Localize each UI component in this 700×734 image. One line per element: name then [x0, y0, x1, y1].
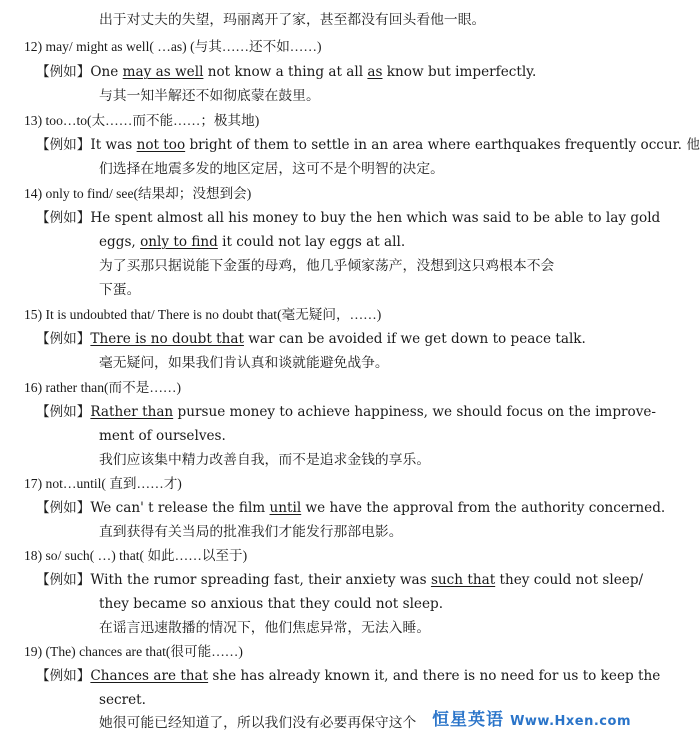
example-line: 【例如】Rather than pursue money to achieve happiness, we should focus on the improve- — [36, 404, 657, 420]
item-heading-19: 19) (The) chances are that(很可能……) — [24, 644, 243, 659]
example-line: 【例如】Chances are that she has already known it, and there is no need for us to keep the — [36, 668, 661, 684]
underlined-phrase: such that — [430, 572, 496, 588]
underlined-phrase: There is no doubt that — [90, 331, 244, 347]
example-line: 【例如】One may as well not know a thing at all as know but imperfectly. — [36, 64, 537, 80]
translation-line: 毫无疑问，如果我们肯认真和谈就能避免战争。 — [99, 355, 389, 371]
example-tag: 【例如】 — [36, 668, 91, 684]
example-tag: 【例如】 — [36, 137, 91, 153]
underlined-phrase: only to find — [140, 234, 218, 250]
translation-line: 直到获得有关当局的批准我们才能发行那部电影。 — [99, 524, 403, 540]
example-line-cont: they became so anxious that they could not sleep. — [99, 596, 444, 612]
underlined-phrase: Rather than — [90, 404, 174, 420]
example-line: 【例如】It was not too bright of them to settle in an area where earthquakes frequently occur. 他 — [36, 137, 700, 153]
watermark-brand: 恒星英语 — [432, 710, 505, 730]
item-heading-17: 17) not…until( 直到……才) — [24, 476, 182, 491]
example-line: 【例如】He spent almost all his money to buy the hen which was said to be able to lay gold — [36, 210, 661, 226]
underlined-phrase: Chances are that — [90, 668, 209, 684]
example-line-cont: secret. — [99, 692, 146, 708]
translation-line: 们选择在地震多发的地区定居，这可不是个明智的决定。 — [99, 161, 444, 177]
item-heading-18: 18) so/ such( …) that( 如此……以至于) — [24, 548, 248, 563]
item-heading-14: 14) only to find/ see(结果却；没想到会) — [24, 186, 252, 201]
translation-line: 在谣言迅速散播的情况下，他们焦虑异常，无法入睡。 — [99, 620, 431, 636]
translation-line: 与其一知半解还不如彻底蒙在鼓里。 — [99, 88, 320, 104]
example-line: 【例如】We can' t release the film until we have the approval from the authority concerned. — [36, 500, 666, 516]
watermark-url: Www.Hxen.com — [510, 714, 631, 729]
text-line: 出于对丈夫的失望，玛丽离开了家，甚至都没有回头看他一眼。 — [99, 12, 486, 28]
underlined-phrase: as — [367, 64, 383, 80]
example-line-cont: ment of ourselves. — [99, 428, 226, 444]
example-line-cont: eggs, only to find it could not lay eggs at all. — [99, 234, 406, 250]
example-tag: 【例如】 — [36, 572, 91, 588]
translation-line: 下蛋。 — [99, 282, 141, 298]
example-tag: 【例如】 — [36, 64, 91, 80]
example-tag: 【例如】 — [36, 331, 91, 347]
underlined-phrase: not too — [136, 137, 186, 153]
watermark-logo — [432, 705, 631, 730]
item-heading-13: 13) too…to(太……而不能……；极其地) — [24, 113, 260, 128]
example-tag: 【例如】 — [36, 404, 91, 420]
translation-line: 为了买那只据说能下金蛋的母鸡，他几乎倾家荡产，没想到这只鸡根本不会 — [99, 258, 555, 274]
underlined-phrase: may as well — [122, 64, 204, 80]
translation-line: 她很可能已经知道了，所以我们没有必要再保守这个 — [99, 715, 417, 731]
underlined-phrase: until — [269, 500, 302, 516]
translation-line: 我们应该集中精力改善自我，而不是追求金钱的享乐。 — [99, 452, 431, 468]
example-tag: 【例如】 — [36, 210, 91, 226]
example-line: 【例如】There is no doubt that war can be avoided if we get down to peace talk. — [36, 331, 586, 347]
example-line: 【例如】With the rumor spreading fast, their anxiety was such that they could not sleep/ — [36, 572, 644, 588]
example-tag: 【例如】 — [36, 500, 91, 516]
item-heading-15: 15) It is undoubted that/ There is no doubt that(毫无疑问，……) — [24, 307, 382, 322]
item-heading-12: 12) may/ might as well( …as) (与其……还不如……) — [24, 39, 322, 54]
item-heading-16: 16) rather than(而不是……) — [24, 380, 182, 395]
